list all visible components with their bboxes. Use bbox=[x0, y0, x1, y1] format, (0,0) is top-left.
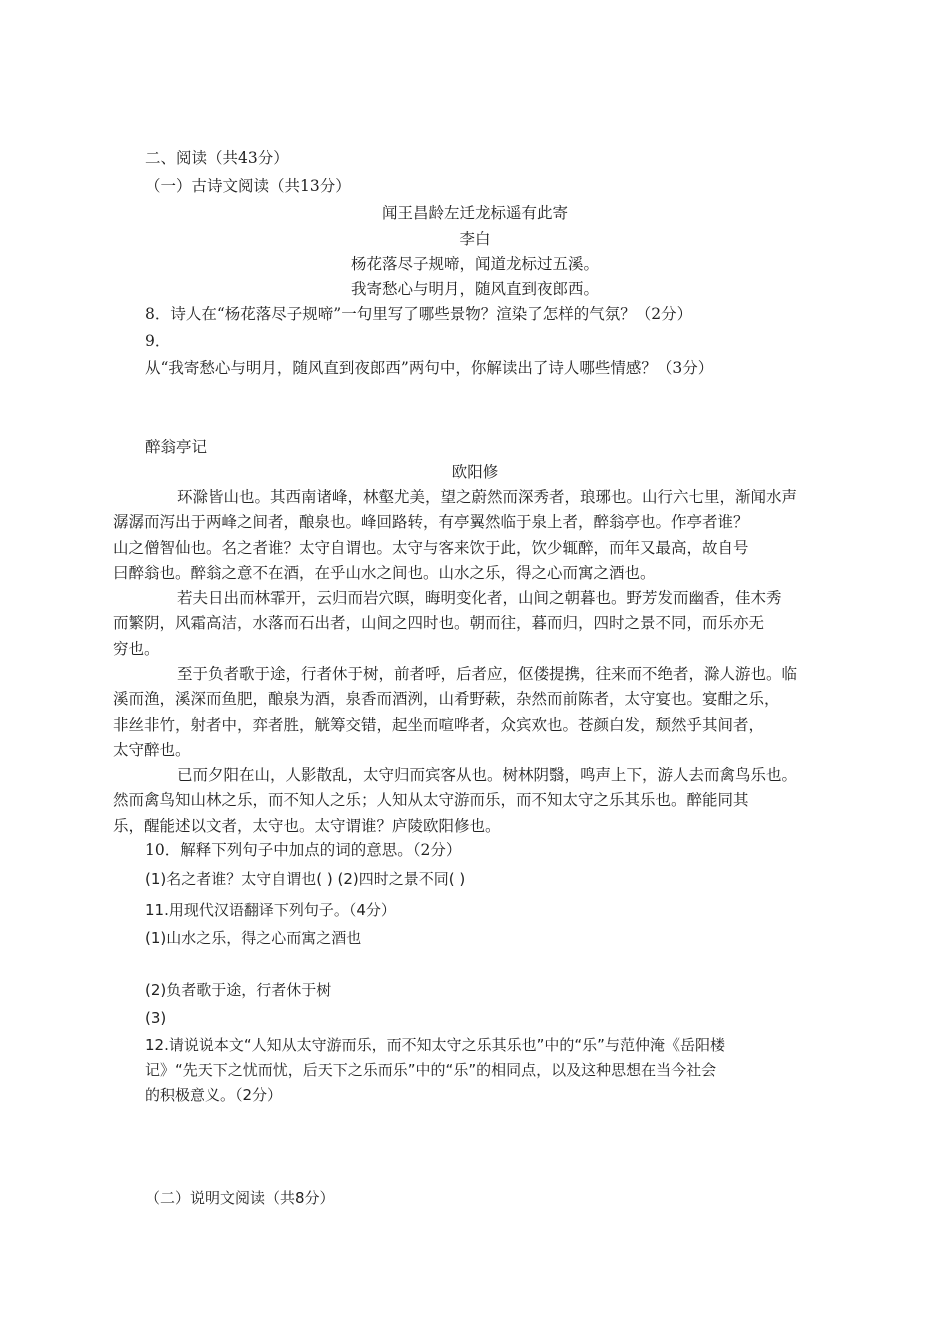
poem-title: 闻王昌龄左迁龙标遥有此寄 bbox=[381, 204, 568, 222]
prose-paragraph-3 bbox=[113, 662, 815, 763]
question-11: 11.用现代汉语翻译下列句子。（4分） bbox=[145, 901, 396, 919]
section-two-heading: （二）说明文阅读（共8分） bbox=[145, 1189, 335, 1207]
prose-line: 而繁阴，风霜高洁，水落而石出者，山间之四时也。朝而往，暮而归，四时之景不同，而乐亦无 bbox=[113, 614, 765, 633]
question-9: 从“我寄愁心与明月，随风直到夜郎西”两句中，你解读出了诗人哪些情感？（3分） bbox=[145, 359, 714, 377]
question-10-items: (1)名之者谁？太守自谓也( ) (2)四时之景不同( ) bbox=[145, 870, 466, 888]
prose-line: 若夫日出而林霏开，云归而岩穴暝，晦明变化者，山间之朝暮也。野芳发而幽香，佳木秀 bbox=[177, 589, 782, 607]
prose-line: 溪而渔，溪深而鱼肥，酿泉为酒，泉香而酒洌，山肴野蔌，杂然而前陈者，太守宴也。宴酣之乐， bbox=[113, 690, 780, 709]
prose-line: 乐，醒能述以文者，太守也。太守谓谁？庐陵欧阳修也。 bbox=[113, 816, 501, 835]
question-11-item-1: (1)山水之乐，得之心而寓之酒也 bbox=[145, 929, 362, 947]
prose-line: 至于负者歌于途，行者休于树，前者呼，后者应，伛偻提携，往来而不绝者，滁人游也。临 bbox=[177, 665, 798, 683]
prose-paragraph-4 bbox=[113, 763, 815, 839]
poem-line-2: 我寄愁心与明月，随风直到夜郎西。 bbox=[350, 280, 599, 298]
poem-author: 李白 bbox=[459, 230, 491, 248]
question-12-line-3: 的积极意义。（2分） bbox=[145, 1086, 283, 1104]
prose-line: 潺潺而泻出于两峰之间者，酿泉也。峰回路转，有亭翼然临于泉上者，醉翁亭也。作亭者谁？ bbox=[113, 513, 749, 532]
prose-line: 环滁皆山也。其西南诸峰，林壑尤美，望之蔚然而深秀者，琅琊也。山行六七里，渐闻水声 bbox=[177, 488, 798, 506]
prose-line: 然而禽鸟知山林之乐，而不知人之乐；人知从太守游而乐，而不知太守之乐其乐也。醉能同其 bbox=[113, 791, 749, 810]
poem-section-heading: （一）古诗文阅读（共13分） bbox=[145, 177, 351, 195]
prose-paragraph-2 bbox=[113, 586, 815, 662]
question-8: 8．诗人在“杨花落尽子规啼”一句里写了哪些景物？渲染了怎样的气氛？（2分） bbox=[145, 305, 693, 323]
prose-author: 欧阳修 bbox=[451, 463, 499, 481]
question-10: 10．解释下列句子中加点的词的意思。（2分） bbox=[145, 841, 462, 859]
prose-line: 曰醉翁也。醉翁之意不在酒，在乎山水之间也。山水之乐，得之心而寓之酒也。 bbox=[113, 563, 656, 582]
question-12-line-2: 记》“先天下之忧而忧，后天下之乐而乐”中的“乐”的相同点，以及这种思想在当今社会 bbox=[145, 1061, 717, 1079]
prose-line: 山之僧智仙也。名之者谁？太守自谓也。太守与客来饮于此，饮少辄醉，而年又最高，故自号 bbox=[113, 538, 749, 557]
prose-line: 穷也。 bbox=[113, 639, 160, 658]
prose-paragraph-1 bbox=[113, 485, 815, 586]
poem-line-1: 杨花落尽子规啼，闻道龙标过五溪。 bbox=[350, 255, 599, 273]
question-12-line-1: 12.请说说本文“人知从太守游而乐，而不知太守之乐其乐也”中的“乐”与范仲淹《岳阳楼 bbox=[145, 1036, 725, 1054]
question-11-item-3: (3) bbox=[145, 1009, 167, 1027]
question-9-number: 9． bbox=[145, 332, 171, 350]
prose-title: 醉翁亭记 bbox=[145, 438, 208, 456]
prose-line: 已而夕阳在山，人影散乱，太守归而宾客从也。树林阴翳，鸣声上下，游人去而禽鸟乐也。 bbox=[177, 766, 798, 784]
question-11-item-2: (2)负者歌于途，行者休于树 bbox=[145, 981, 332, 999]
prose-line: 非丝非竹，射者中，弈者胜，觥筹交错，起坐而喧哗者，众宾欢也。苍颜白发，颓然乎其间者， bbox=[113, 715, 765, 734]
section-heading: 二、阅读（共43分） bbox=[145, 149, 289, 167]
prose-line: 太守醉也。 bbox=[113, 740, 191, 759]
